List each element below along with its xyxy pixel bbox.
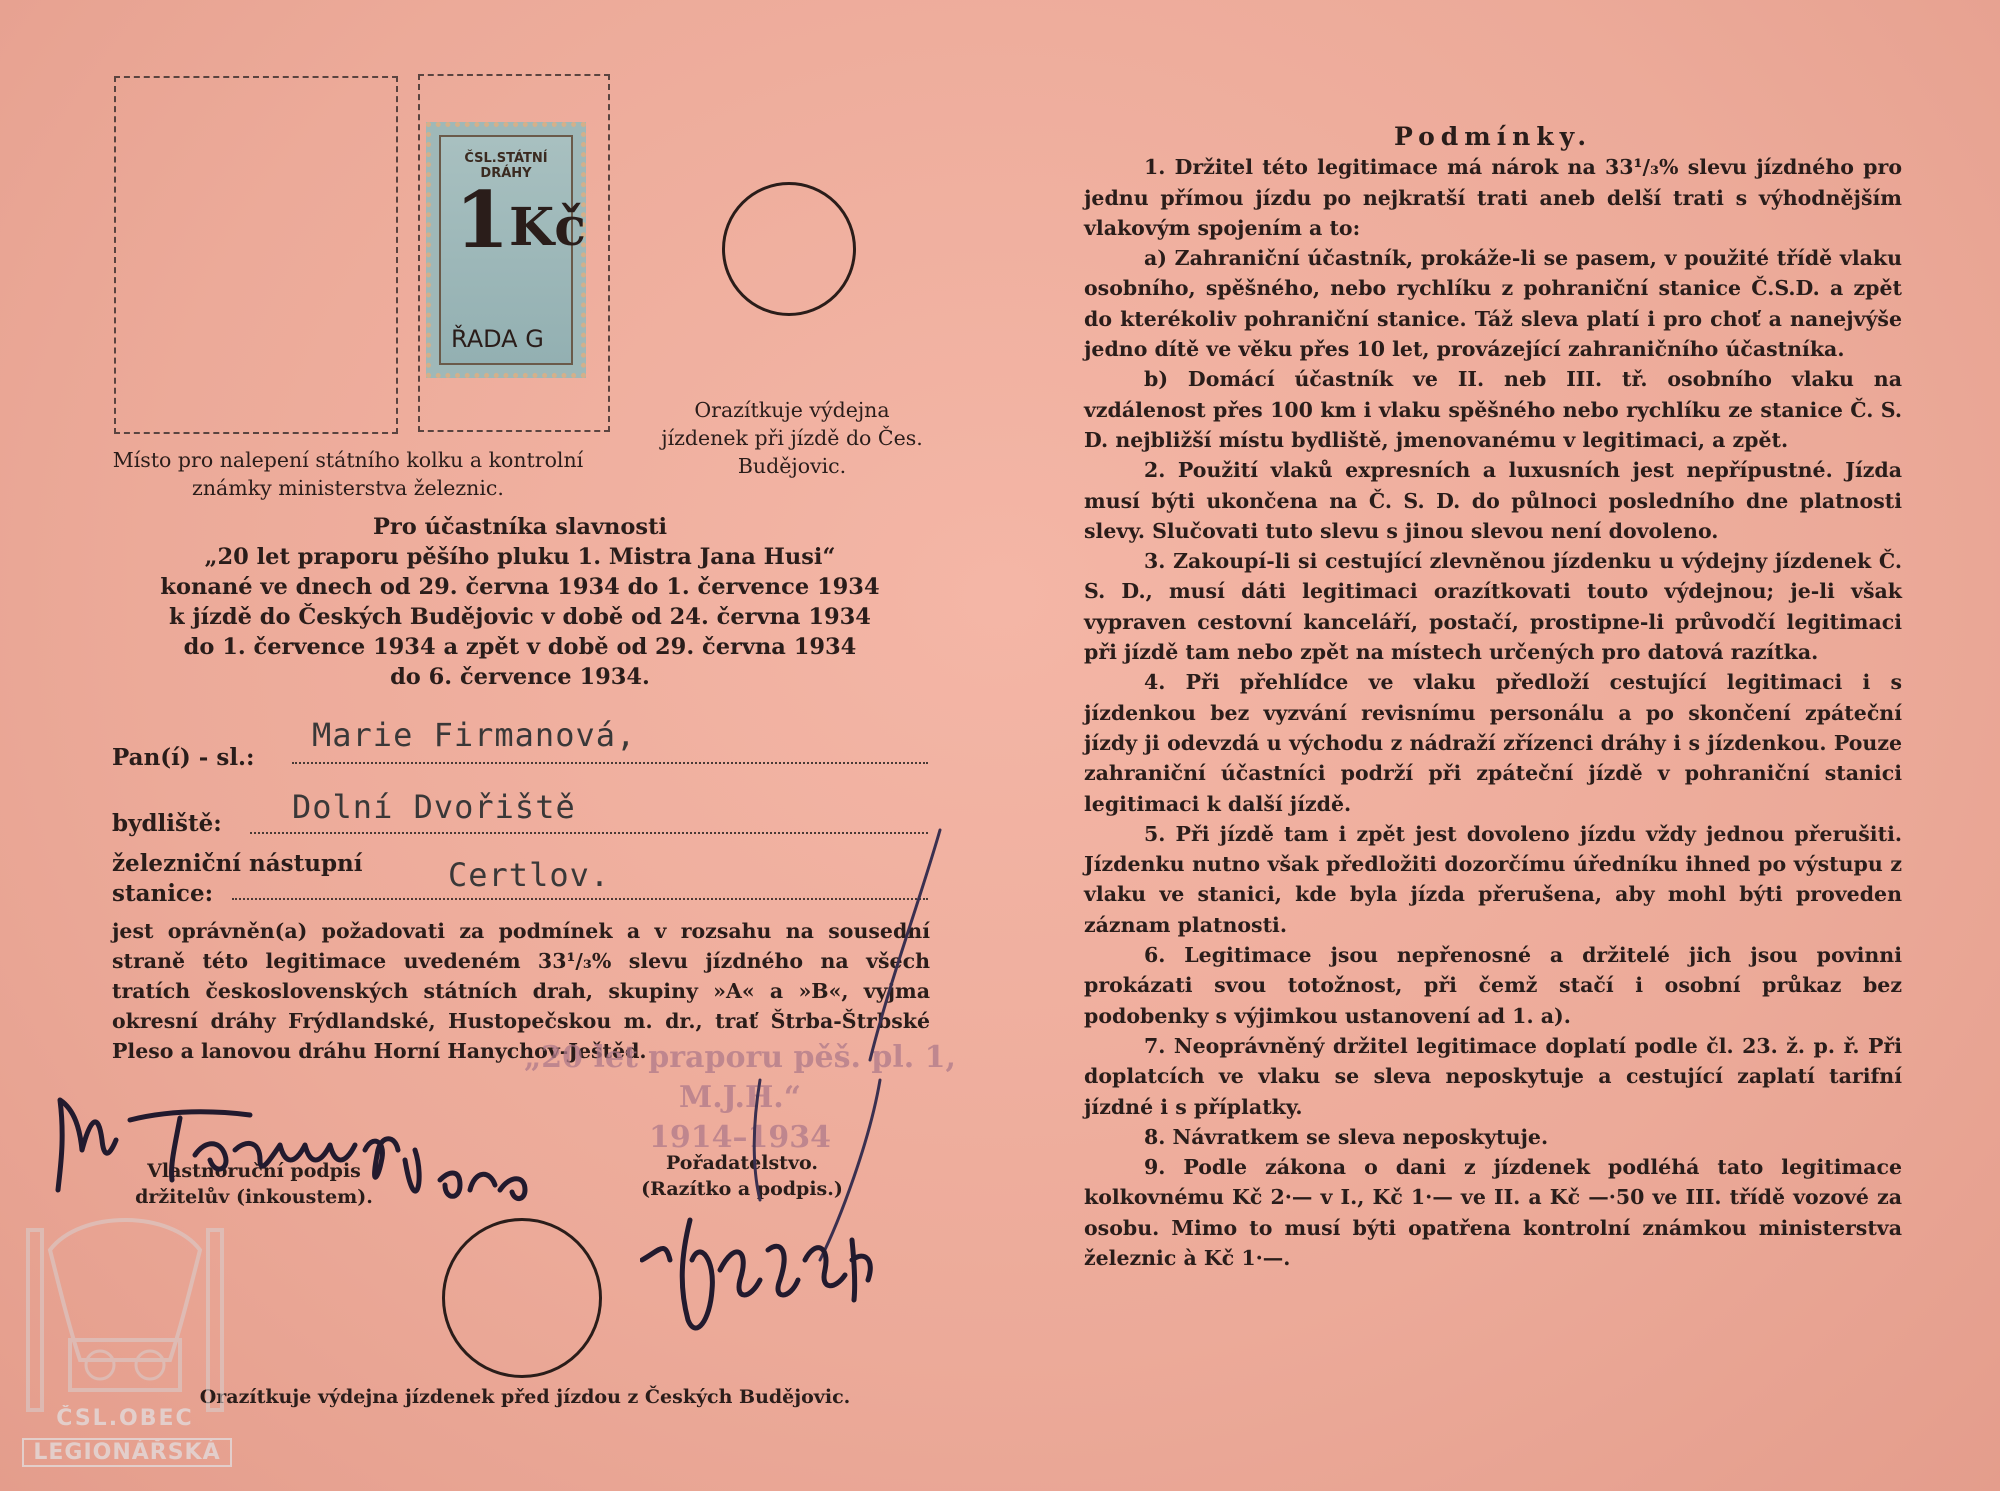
watermark-line: ČSL.OBEC <box>56 1406 194 1431</box>
heading-line: k jízdě do Českých Budějovic v době od 24. června 1934 <box>169 604 871 630</box>
photo-placeholder-box <box>114 76 398 434</box>
conditions-section <box>1084 122 1902 1273</box>
heading-line: do 6. července 1934. <box>390 664 650 690</box>
top-stamp-circle <box>722 182 856 316</box>
condition-item: b) Domácí účastník ve II. neb III. tř. osobního vlaku na vzdálenost přes 100 km i vlaku spěšného nebo rychlíku ze stanice Č. S. D. nejbližší místu bydliště, jmenovanému v legitimaci, a zpět. <box>1084 367 1902 452</box>
stamp-issuer: ČSL.STÁTNÍ DRÁHY <box>464 151 548 181</box>
stamp-area-caption: Místo pro nalepení státního kolku a kontrolní známky ministerstva železnic. <box>112 448 584 500</box>
station-label-2: stanice: <box>112 880 214 907</box>
organizer-label: Pořadatelstvo. (Razítko a podpis.) <box>641 1152 843 1200</box>
condition-item: 7. Neoprávněný držitel legitimace doplatí podle čl. 23. ž. p. ř. Při doplatcích ve vlaku se sleva neposkytuje a cestující zaplatí tarifní jízdné i s příplatky. <box>1084 1033 1902 1119</box>
faded-stamp-line: „20 let praporu pěš. pl. 1, M.J.H.“ <box>524 1040 956 1115</box>
name-label: Pan(í) - sl.: <box>112 744 255 771</box>
stamp-series: ŘADA G <box>451 325 544 353</box>
condition-item: 8. Návratkem se sleva neposkytuje. <box>1144 1124 1549 1149</box>
stamp-currency: Kč <box>509 197 586 258</box>
signature-label: Vlastnoruční podpis držitelův (inkoustem). <box>135 1160 373 1208</box>
residence-value: Dolní Dvořiště <box>292 788 576 826</box>
heading-line: „20 let praporu pěšího pluku 1. Mistra Jana Husi“ <box>204 544 836 570</box>
condition-item: 1. Držitel této legitimace má nárok na 33¹/₃% slevu jízdného pro jednu přímou jízdu po nejkratší trati aneb delší trati s výhodnějším vlakovým spojením a to: <box>1084 155 1902 240</box>
condition-item: 3. Zakoupí-li si cestující zlevněnou jízdenku u výdejny jízdenek Č. S. D., musí dáti legitimaci orazítkovati touto výdejnou; je-li však vypraven cestovní kanceláří, postačí, prostipne-li průvodčí legitimaci při jízdě tam nebo zpět na místech určených pro datová razítka. <box>1084 549 1902 665</box>
faded-stamp-line: 1914–1934 <box>649 1120 831 1155</box>
condition-item: 6. Legitimace jsou nepřenosné a držitelé jich jsou povinni prokázati svou totožnost, při čemž stačí i osobní průkaz bez podobenky s výjimkou ustanovení ad 1. a). <box>1084 943 1902 1028</box>
condition-item: 5. Při jízdě tam i zpět jest dovoleno jízdu vždy jednou přerušiti. Jízdenku nutno však předložiti dozorčímu úředníku ihned po výstupu z vlaku ve stanici, kde byla jízda přerušena, aby mohl býti proveden záznam platnosti. <box>1084 821 1902 937</box>
watermark-line: LEGIONÁŘSKÁ <box>22 1438 232 1467</box>
station-value: Certlov. <box>448 856 611 894</box>
condition-item: 4. Při přehlídce ve vlaku předloží cestující legitimaci i s jízdenkou bez vyzvání revisnímu personálu a po skončení zpáteční jízdy ji odevzdá u východu z nádraží zřízenci dráhy i s jízdenkou. Pouze zahraniční účastníci podrží při zpáteční jízdě v pohraniční stanici legitimaci k další jízdě. <box>1084 670 1902 816</box>
station-label-1: železniční nástupní <box>112 850 363 877</box>
revenue-stamp <box>426 122 586 378</box>
bottom-stamp-circle <box>442 1218 602 1378</box>
stamp-value: 1 <box>455 175 510 266</box>
condition-item: a) Zahraniční účastník, prokáže-li se pasem, v použité třídě vlaku osobního, spěšného, nebo rychlíku z pohraniční stanice Č.S.D. a zpět do kterékoliv pohraniční stanice. Táž sleva platí i pro choť a nanejvýše jedno dítě ve věku přes 10 let, provázející zahraničního účastníka. <box>1084 246 1902 362</box>
residence-label: bydliště: <box>112 810 222 837</box>
event-heading <box>100 512 940 692</box>
heading-line: konané ve dnech od 29. června 1934 do 1. července 1934 <box>160 574 880 600</box>
heading-line: Pro účastníka slavnosti <box>372 514 668 540</box>
condition-item: 9. Podle zákona o dani z jízdenek podléhá tato legitimace kolkovnému Kč 2·— v I., Kč 1·— ve II. a Kč —·50 ve III. třídě vozové za osobu. Mimo to musí býti opatřena kontrolní známkou ministerstva železnic à Kč 1·—. <box>1084 1155 1902 1270</box>
conditions-title: Podmínky. <box>1393 122 1593 151</box>
organizer-signature <box>640 820 960 1360</box>
name-line <box>292 762 928 764</box>
entitlement-text: jest oprávněn(a) požadovati za podmínek a v rozsahu na sousední straně této legitimace uvedeném 33¹/₃% slevu jízdného na všech tratích československých státních drah, skupiny »A« a »B«, vyjma okresní dráhy Frýdlandské, Hustopečskou m. dr., trať Štrba-Štrbské Pleso a lanovou dráhu Horní Hanychov-Ještěd. <box>112 919 930 1063</box>
name-value: Marie Firmanová, <box>312 716 637 754</box>
top-circle-caption: Orazítkuje výdejna jízdenek při jízdě do Čes. Budějovic. <box>661 398 923 478</box>
heading-line: do 1. července 1934 a zpět v době od 29. června 1934 <box>183 634 857 660</box>
condition-item: 2. Použití vlaků expresních a luxusních jest nepřípustné. Jízda musí býti ukončena na Č. S. D. do půlnoci posledního dne platnosti slevy. Slučovati tuto slevu s jinou slevou není dovoleno. <box>1084 458 1902 543</box>
bottom-circle-caption: Orazítkuje výdejna jízdenek před jízdou z Českých Budějovic. <box>199 1386 851 1408</box>
